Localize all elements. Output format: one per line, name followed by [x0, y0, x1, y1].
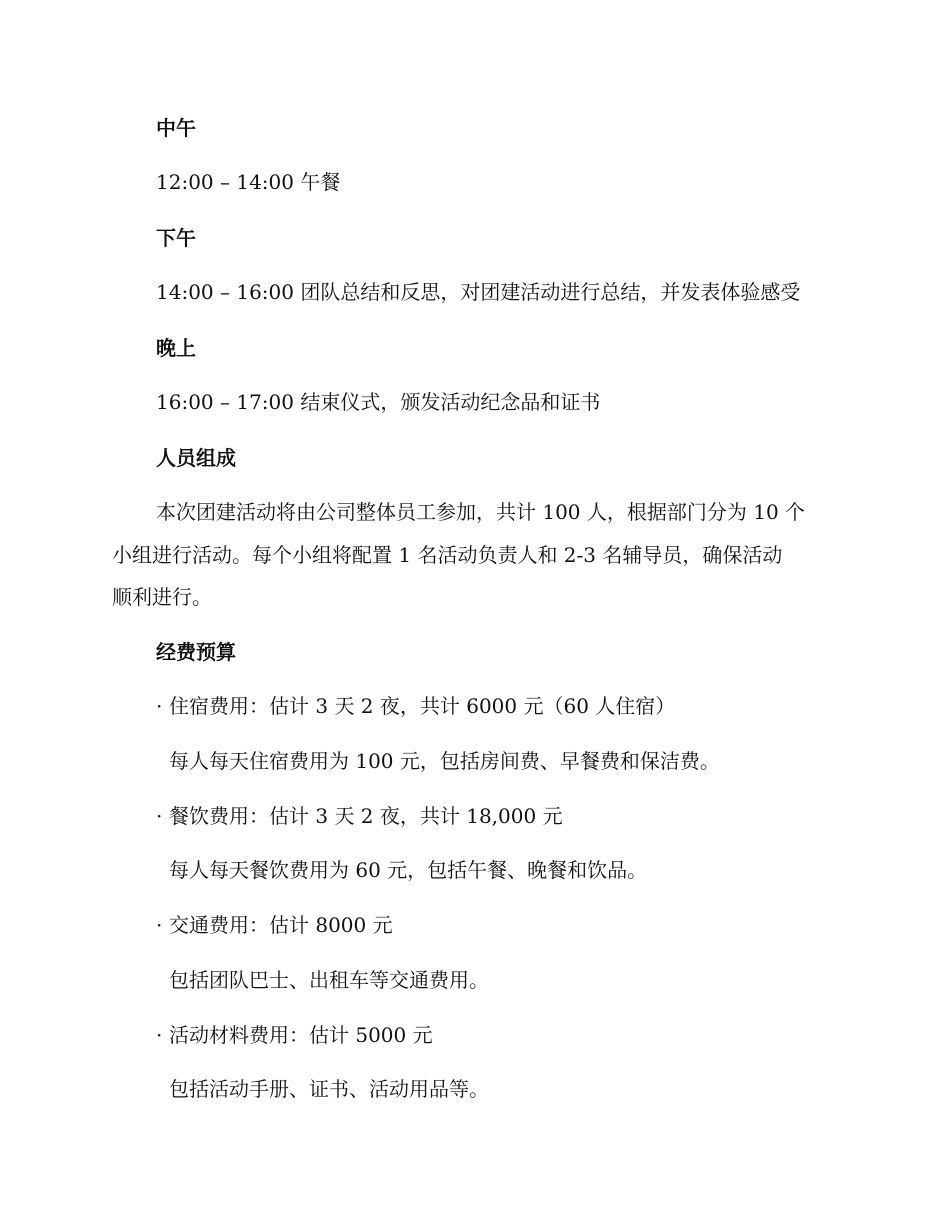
bullet-icon: · — [156, 913, 163, 937]
personnel-paragraph-line-2: 小组进行活动。每个小组将配置 1 名活动负责人和 2-3 名辅导员，确保活动 — [112, 543, 783, 567]
budget-item-catering — [156, 802, 563, 830]
bullet-icon: · — [156, 694, 163, 718]
budget-item-title: 住宿费用：估计 3 天 2 夜，共计 6000 元（60 人住宿） — [169, 694, 676, 718]
budget-item-title: 活动材料费用：估计 5000 元 — [169, 1023, 433, 1047]
section-heading-budget: 经费预算 — [156, 640, 236, 664]
budget-item-detail: 每人每天餐饮费用为 60 元，包括午餐、晚餐和饮品。 — [169, 858, 648, 882]
budget-item-accommodation — [156, 692, 675, 720]
bullet-icon: · — [156, 1023, 163, 1047]
section-heading-noon: 中午 — [156, 116, 196, 140]
budget-item-materials — [156, 1021, 433, 1049]
bullet-icon: · — [156, 804, 163, 828]
budget-item-transport — [156, 911, 393, 939]
budget-item-detail: 包括团队巴士、出租车等交通费用。 — [169, 968, 489, 992]
schedule-item-noon: 12:00 – 14:00 午餐 — [156, 170, 341, 194]
budget-item-detail: 每人每天住宿费用为 100 元，包括房间费、早餐费和保洁费。 — [169, 749, 720, 773]
schedule-item-evening: 16:00 – 17:00 结束仪式，颁发活动纪念品和证书 — [156, 390, 601, 414]
budget-item-title: 交通费用：估计 8000 元 — [169, 913, 393, 937]
schedule-item-afternoon: 14:00 – 16:00 团队总结和反思，对团建活动进行总结，并发表体验感受 — [156, 280, 801, 304]
personnel-paragraph-line-1: 本次团建活动将由公司整体员工参加，共计 100 人，根据部门分为 10 个 — [156, 500, 806, 524]
section-heading-personnel: 人员组成 — [156, 446, 236, 470]
section-heading-evening: 晚上 — [156, 336, 196, 360]
section-heading-afternoon: 下午 — [156, 226, 196, 250]
personnel-paragraph-line-3: 顺利进行。 — [112, 585, 212, 609]
budget-item-title: 餐饮费用：估计 3 天 2 夜，共计 18,000 元 — [169, 804, 563, 828]
budget-item-detail: 包括活动手册、证书、活动用品等。 — [169, 1077, 489, 1101]
